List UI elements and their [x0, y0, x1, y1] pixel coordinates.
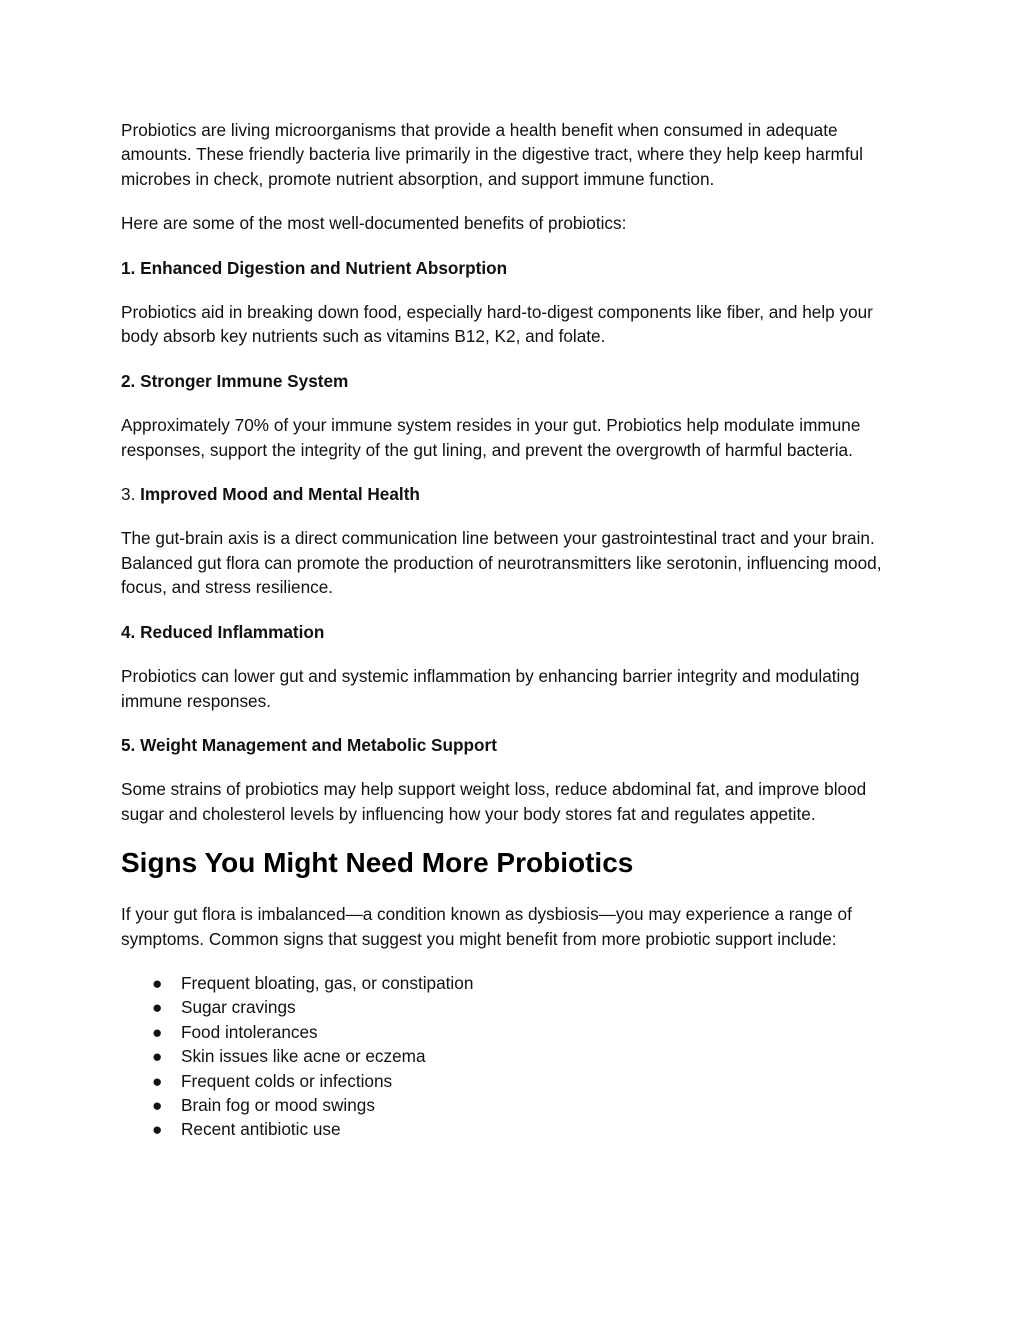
- list-item-text: Skin issues like acne or eczema: [181, 1046, 426, 1067]
- list-item: [121, 1044, 911, 1068]
- bullet-icon: ●: [152, 997, 163, 1018]
- list-item: [121, 1117, 911, 1141]
- benefit-heading-1: 1. Enhanced Digestion and Nutrient Absorption: [121, 257, 508, 278]
- list-item-text: Food intolerances: [181, 1021, 318, 1042]
- bullet-icon: ●: [152, 1094, 163, 1115]
- benefit-body-2: Approximately 70% of your immune system resides in your gut. Probiotics help modulate immune responses, support the integrity of the gut lining, and prevent the overgrowth of harmful bacteria.: [121, 415, 861, 460]
- bullet-icon: ●: [152, 972, 163, 993]
- benefit-heading-3-text: Improved Mood and Mental Health: [140, 484, 420, 505]
- benefit-body-5: Some strains of probiotics may help support weight loss, reduce abdominal fat, and improve blood sugar and cholesterol levels by influencing how your body stores fat and regulates appetite.: [121, 779, 867, 824]
- list-item-text: Frequent bloating, gas, or constipation: [181, 972, 474, 993]
- list-item: [121, 1020, 911, 1044]
- benefit-heading-3: [121, 482, 911, 506]
- benefit-heading-2: 2. Stronger Immune System: [121, 370, 349, 391]
- document-page: [121, 118, 911, 1142]
- signs-list: [121, 971, 911, 1142]
- intro-paragraph: Probiotics are living microorganisms that provide a health benefit when consumed in adequate amounts. These friendly bacteria live primarily in the digestive tract, where they help keep harmful microbes in check, promote nutrient absorption, and support immune function.: [121, 120, 863, 189]
- list-item-text: Recent antibiotic use: [181, 1119, 341, 1140]
- benefit-heading-5: 5. Weight Management and Metabolic Support: [121, 734, 497, 755]
- benefits-lead: Here are some of the most well-documented benefits of probiotics:: [121, 213, 627, 234]
- benefit-separator-3: .: [130, 484, 141, 505]
- list-item: [121, 1069, 911, 1093]
- bullet-icon: ●: [152, 1119, 163, 1140]
- benefit-body-1: Probiotics aid in breaking down food, especially hard-to-digest components like fiber, and help your body absorb key nutrients such as vitamins B12, K2, and folate.: [121, 302, 873, 347]
- bullet-icon: ●: [152, 1070, 163, 1091]
- bullet-icon: ●: [152, 1021, 163, 1042]
- list-item: [121, 971, 911, 995]
- list-item-text: Brain fog or mood swings: [181, 1094, 375, 1115]
- list-item-text: Frequent colds or infections: [181, 1070, 393, 1091]
- list-item-text: Sugar cravings: [181, 997, 296, 1018]
- list-item: [121, 995, 911, 1019]
- benefit-body-4: Probiotics can lower gut and systemic inflammation by enhancing barrier integrity and modulating immune responses.: [121, 666, 860, 711]
- benefit-number-3: 3: [121, 484, 131, 505]
- list-item: [121, 1093, 911, 1117]
- bullet-icon: ●: [152, 1046, 163, 1067]
- signs-intro-paragraph: If your gut flora is imbalanced—a condition known as dysbiosis—you may experience a range of symptoms. Common signs that suggest you might benefit from more probiotic support include:: [121, 904, 852, 949]
- benefit-heading-4: 4. Reduced Inflammation: [121, 621, 325, 642]
- signs-section-title: Signs You Might Need More Probiotics: [121, 847, 634, 879]
- benefit-body-3: The gut-brain axis is a direct communication line between your gastrointestinal tract and your brain. Balanced gut flora can promote the production of neurotransmitters like serotonin, influencing mood, focus, and stress resilience.: [121, 528, 882, 598]
